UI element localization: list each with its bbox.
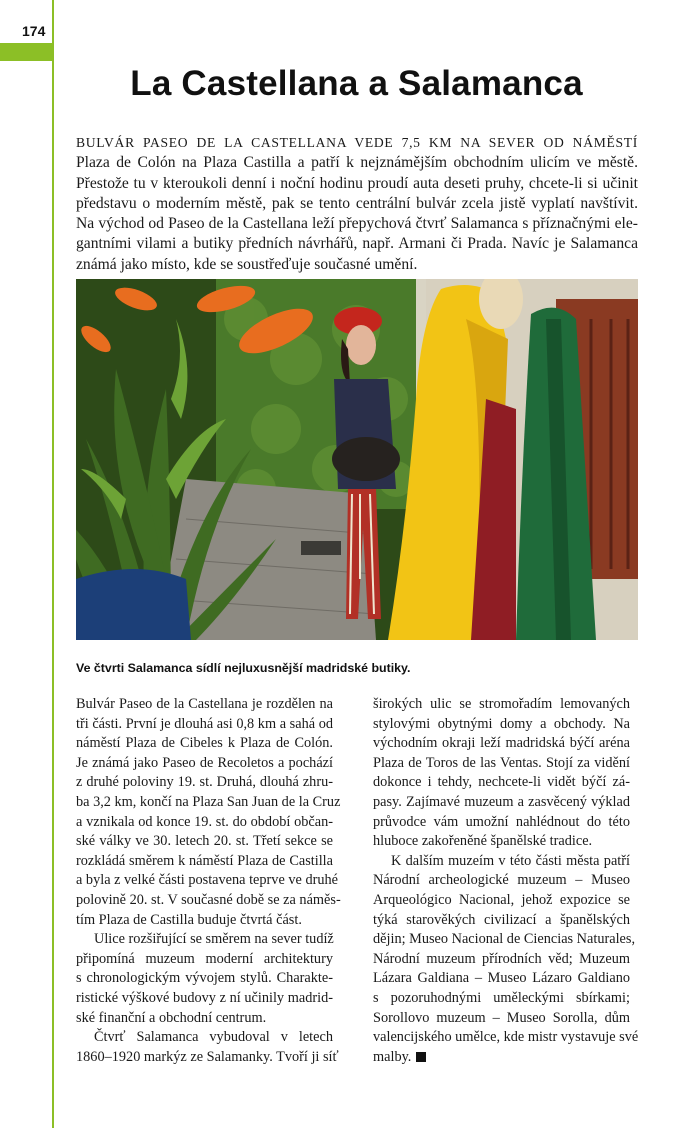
body-line: ské války ve 30. letech 20. st. Třetí sekce se (76, 833, 333, 850)
intro-line: Přestože tu v kteroukoli denní i noční hodinu proudí auta deseti pruhy, chcete-li si učinit (76, 174, 638, 192)
body-line: náměstí Plaza de Cibeles k Plaza de Colón. (76, 735, 333, 752)
body-line: s pozoruhodnými uměleckými sbírkami; (373, 989, 630, 1006)
body-line: dějin; Museo Nacional de Ciencias Naturales, (373, 931, 636, 948)
boutique-illustration (76, 279, 638, 640)
woman-face (346, 325, 376, 365)
body-line: polovině 20. st. V současné době se za náměs- (76, 891, 341, 908)
body-line: tři části. První je dlouhá asi 0,8 km a sahá od (76, 715, 333, 732)
handbag (332, 437, 400, 481)
intro-line: gantními vilami a butiky předních návrhářů, např. Armani či Prada. Navíc je Salamanca (76, 235, 638, 253)
body-line: Čtvrť Salamanca vybudoval v letech (94, 1029, 333, 1046)
body-line: Ulice rozšiřující se směrem na sever tudíž (94, 931, 334, 948)
body-line: Národní muzeum přírodních věd; Muzeum (373, 950, 630, 967)
body-line: pasy. Zajímavé muzeum a zasvěcený výklad (373, 793, 630, 810)
body-line: rozkládá směrem k náměstí Plaza de Castilla (76, 852, 333, 869)
body-line: východním okraji leží madridská býčí aréna (373, 735, 630, 752)
boutique-photo (76, 279, 638, 640)
article-title: La Castellana a Salamanca (130, 64, 583, 103)
body-line: 1860–1920 markýz ze Salamanky. Tvoří ji síť (76, 1048, 339, 1065)
body-line: z druhé poloviny 19. st. Druhá, dlouhá zhru- (76, 774, 333, 791)
body-line: ské finanční a obchodní centrum. (76, 1009, 267, 1026)
body-line: stylovými obytnými domy a obchody. Na (373, 715, 630, 732)
intro-line: představu o moderním městě, pak se tento centrální bulvár zcela jistě vyplatí navštívit. (76, 194, 638, 212)
body-column-right (373, 695, 639, 1067)
blue-vase (76, 569, 191, 640)
body-line: valencijského umělce, kde mistr vystavuje své (373, 1029, 639, 1046)
body-line: Arqueológico Nacional, jehož expozice se (373, 891, 630, 908)
body-line: Bulvár Paseo de la Castellana je rozdělen na (76, 696, 333, 712)
drain-grate (301, 541, 341, 555)
final-line-text: malby. (373, 1048, 412, 1065)
body-line: Plaza de Toros de las Ventas. Stojí za vidění (373, 754, 630, 771)
intro-line: známá jako místo, kde se soustřeďuje současné umění. (76, 255, 418, 273)
body-line-final (373, 1048, 630, 1068)
body-line: dokonce i tehdy, nechcete-li vidět býčí zá- (373, 774, 630, 791)
body-line: Je známá jako Paseo de Recoletos a pochází (76, 754, 333, 771)
margin-rule (52, 0, 54, 1128)
body-column-left (76, 695, 341, 1067)
body-line: připomíná muzeum moderní architektury (76, 950, 333, 967)
body-line: týká starověkých civilizací a španělských (373, 911, 630, 928)
page-number: 174 (22, 23, 46, 39)
body-line: Lázara Galdiana – Museo Lázaro Galdiano (373, 970, 630, 987)
body-line: a byla z velké části postavena teprve ve druhé (76, 872, 338, 889)
body-line: ba 3,2 km, končí na Plaza San Juan de la Cruz (76, 793, 341, 810)
body-line: hluboce zakořeněné španělské tradice. (373, 833, 593, 850)
body-line: širokých ulic se stromořadím lemovaných (373, 696, 630, 712)
end-of-article-mark (416, 1052, 426, 1062)
body-line: s chronologickým vývojem stylů. Charakte- (76, 970, 333, 987)
body-line: tím Plaza de Castilla buduje čtvrtá část. (76, 911, 302, 928)
intro-line: BULVÁR PASEO DE LA CASTELLANA VEDE 7,5 KM NA SEVER OD NÁMĚSTÍ (76, 135, 638, 150)
page-number-bar (0, 43, 53, 61)
body-line: ristické výškové budovy z ní učinily madrid- (76, 989, 333, 1006)
body-line: a vznikala od konce 19. st. do období občan- (76, 813, 333, 830)
body-line: průvodce vám umožní nahlédnout do této (373, 813, 630, 830)
photo-caption: Ve čtvrti Salamanca sídlí nejluxusnější madridské butiky. (76, 661, 411, 675)
intro-line: Plaza de Colón na Plaza Castilla a patří k nejznámějším obchodním ulicím ve městě. (76, 154, 638, 172)
body-line: Národní archeologické muzeum – Museo (373, 872, 630, 889)
body-line: Sorollovo muzeum – Museo Sorolla, dům (373, 1009, 630, 1026)
intro-paragraph (76, 133, 638, 275)
intro-line: Na východ od Paseo de la Castellana leží přepychová čtvrť Salamanca s příznačnými ele- (76, 215, 638, 233)
body-line: K dalším muzeím v této části města patří (391, 852, 630, 869)
